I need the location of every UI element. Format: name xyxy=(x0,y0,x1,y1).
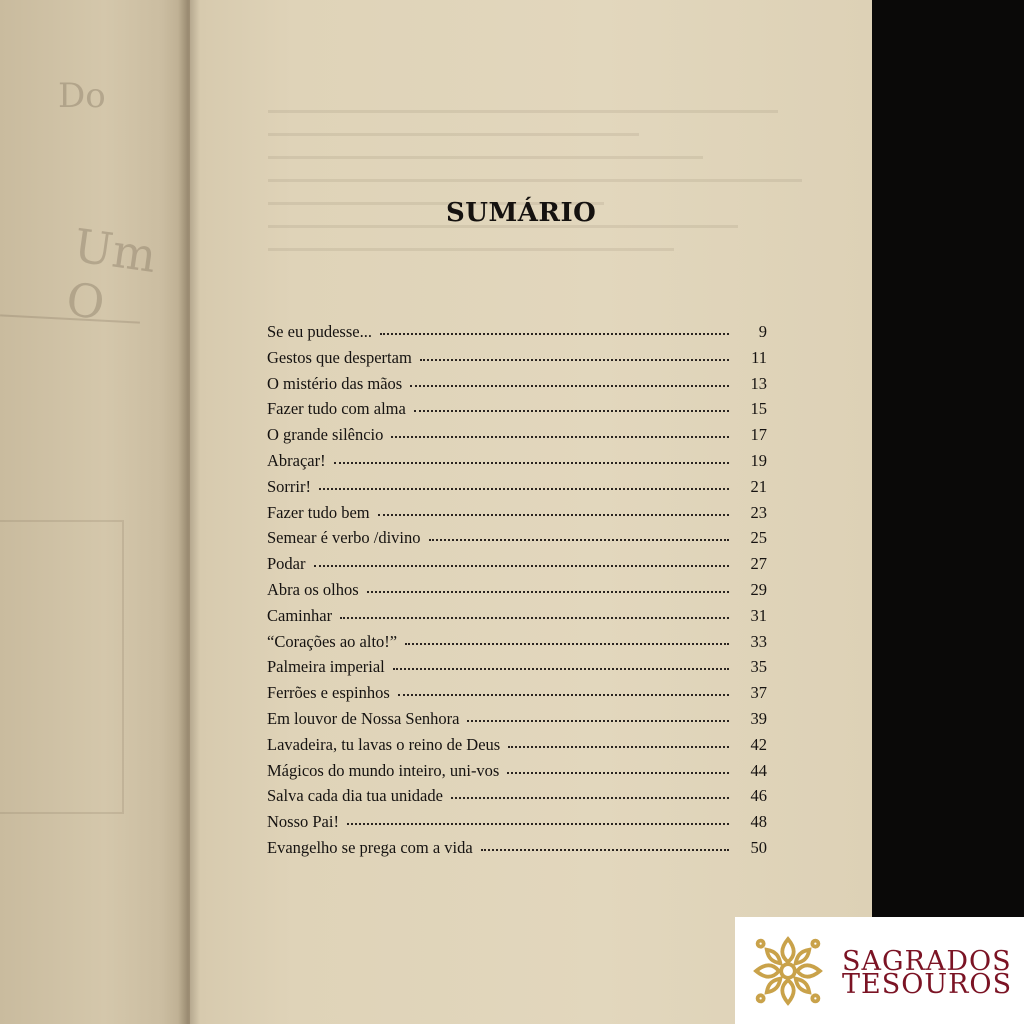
toc-entry xyxy=(267,761,767,787)
toc-entry-title: Fazer tudo com alma xyxy=(267,399,406,419)
toc-dot-leader xyxy=(319,488,729,490)
show-through-line xyxy=(268,248,674,251)
toc-dot-leader xyxy=(420,359,729,361)
toc-entry-title: Gestos que despertam xyxy=(267,347,412,367)
toc-dot-leader xyxy=(380,333,729,335)
toc-entry-title: Caminhar xyxy=(267,605,333,625)
toc-dot-leader xyxy=(393,668,729,670)
toc-entry-page: 11 xyxy=(751,347,767,367)
toc-entry xyxy=(267,683,767,709)
toc-entry-page: 23 xyxy=(750,502,767,522)
toc-entry-page: 42 xyxy=(750,734,767,754)
toc-entry-title: O mistério das mãos xyxy=(267,373,403,393)
toc-dot-leader xyxy=(508,746,729,748)
toc-entry-page: 44 xyxy=(750,760,767,780)
show-through-line xyxy=(268,156,703,159)
toc-dot-leader xyxy=(314,565,730,567)
toc-entry xyxy=(267,477,767,503)
toc-dot-leader xyxy=(410,385,729,387)
toc-dot-leader xyxy=(507,772,729,774)
toc-entry-page: 46 xyxy=(750,786,767,806)
toc-entry xyxy=(267,735,767,761)
toc-dot-leader xyxy=(391,436,729,438)
toc-entry-title: Sorrir! xyxy=(267,476,311,496)
toc-entry-title: Palmeira imperial xyxy=(267,657,385,677)
toc-entry xyxy=(267,632,767,658)
toc-entry xyxy=(267,838,767,864)
toc-entry-page: 35 xyxy=(750,657,767,677)
show-through-line xyxy=(268,133,639,136)
toc-entry-title: Lavadeira, tu lavas o reino de Deus xyxy=(267,734,501,754)
toc-entry-page: 39 xyxy=(750,708,767,728)
toc-entry-page: 29 xyxy=(750,579,767,599)
toc-entry-page: 17 xyxy=(750,425,767,445)
toc-entry-page: 50 xyxy=(750,837,767,857)
toc-dot-leader xyxy=(334,462,729,464)
book-gutter xyxy=(178,0,200,1024)
toc-entry-title: Ferrões e espinhos xyxy=(267,683,390,703)
toc-entry-title: Nosso Pai! xyxy=(267,812,339,832)
left-page xyxy=(0,0,190,1024)
toc-dot-leader xyxy=(367,591,729,593)
toc-entry-title: “Corações ao alto!” xyxy=(267,631,398,651)
toc-entry xyxy=(267,554,767,580)
toc-dot-leader xyxy=(398,694,729,696)
toc-entry xyxy=(267,709,767,735)
toc-entry-page: 9 xyxy=(758,322,767,341)
toc-dot-leader xyxy=(340,617,729,619)
toc-entry-title: Em louvor de Nossa Senhora xyxy=(267,708,460,728)
page-title: SUMÁRIO xyxy=(446,198,597,228)
toc-entry-page: 21 xyxy=(750,476,767,496)
toc-entry xyxy=(267,657,767,683)
toc-entry-title: Se eu pudesse... xyxy=(267,322,372,341)
toc-dot-leader xyxy=(467,720,729,722)
toc-entry-title: Podar xyxy=(267,554,306,574)
toc-entry-page: 27 xyxy=(750,554,767,574)
left-ghost-word-2: Um O xyxy=(63,218,160,331)
toc-entry-page: 48 xyxy=(750,812,767,832)
toc-entry-page: 15 xyxy=(750,399,767,419)
toc-dot-leader xyxy=(347,823,729,825)
toc-entry-page: 37 xyxy=(750,683,767,703)
toc-dot-leader xyxy=(429,539,730,541)
toc-dot-leader xyxy=(378,514,729,516)
toc-dot-leader xyxy=(405,643,729,645)
watermark-text-line-1: SAGRADOS xyxy=(842,946,1012,977)
toc-entry xyxy=(267,374,767,400)
toc-entry-title: Evangelho se prega com a vida xyxy=(267,837,473,857)
toc-entry xyxy=(267,451,767,477)
toc-entry xyxy=(267,322,767,348)
watermark-text-line-2: TESOUROS xyxy=(842,969,1013,1000)
toc-entry-title: Salva cada dia tua unidade xyxy=(267,786,443,806)
toc-dot-leader xyxy=(451,797,729,799)
toc-entry xyxy=(267,580,767,606)
table-of-contents xyxy=(267,322,767,864)
show-through-line xyxy=(268,179,802,182)
toc-entry-page: 33 xyxy=(750,631,767,651)
ornamental-cross-icon xyxy=(750,933,826,1009)
toc-entry xyxy=(267,399,767,425)
toc-entry-title: Fazer tudo bem xyxy=(267,502,370,522)
show-through-line xyxy=(268,110,778,113)
toc-entry-page: 25 xyxy=(750,528,767,548)
toc-entry-page: 31 xyxy=(750,605,767,625)
toc-entry-title: Semear é verbo /divino xyxy=(267,528,421,548)
toc-entry xyxy=(267,786,767,812)
left-ghost-box xyxy=(0,520,124,814)
toc-entry xyxy=(267,812,767,838)
toc-entry-title: O grande silêncio xyxy=(267,425,384,445)
toc-entry-title: Abra os olhos xyxy=(267,579,359,599)
toc-dot-leader xyxy=(481,849,729,851)
toc-entry xyxy=(267,503,767,529)
toc-entry-title: Abraçar! xyxy=(267,450,326,470)
toc-dot-leader xyxy=(414,410,729,412)
toc-entry xyxy=(267,528,767,554)
toc-entry-page: 13 xyxy=(750,373,767,393)
toc-entry-title: Mágicos do mundo inteiro, uni-vos xyxy=(267,760,500,780)
toc-entry xyxy=(267,348,767,374)
left-ghost-word-1: Do xyxy=(58,76,106,116)
toc-entry xyxy=(267,425,767,451)
toc-entry-page: 19 xyxy=(750,450,767,470)
toc-entry xyxy=(267,606,767,632)
